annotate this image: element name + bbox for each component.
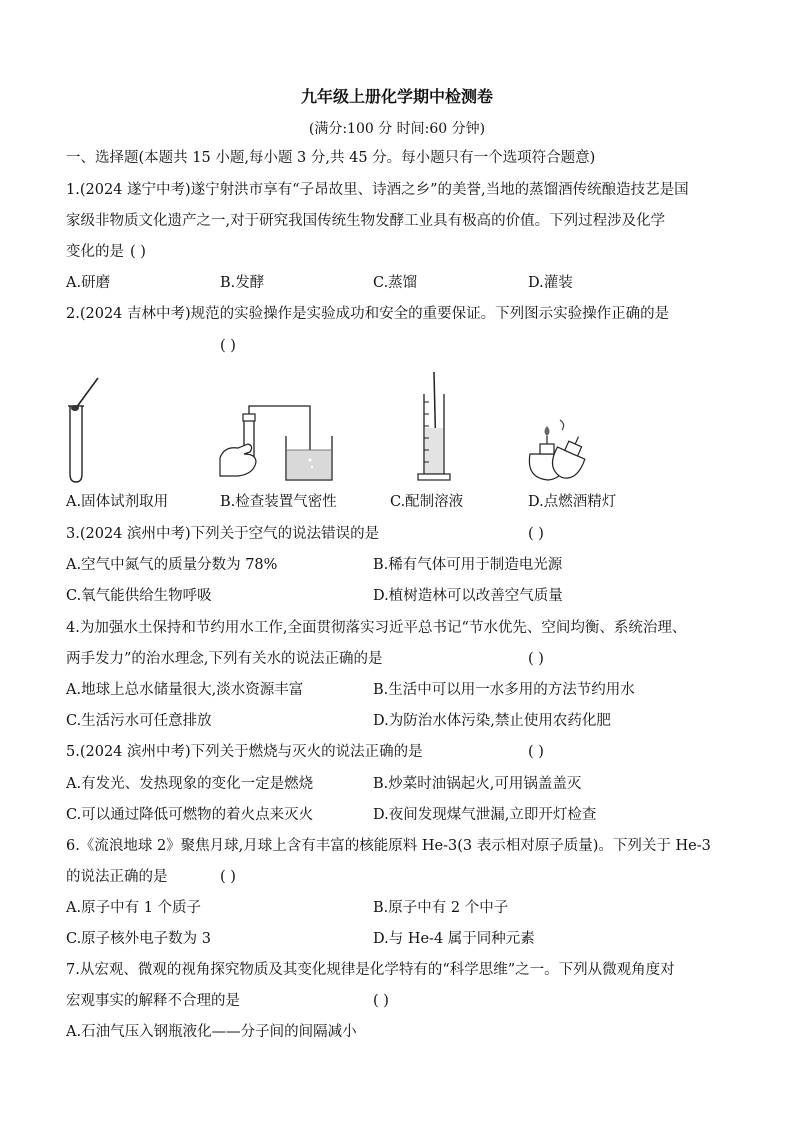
q4-text-line2: 两手发力”的治水理念,下列有关水的说法正确的是 bbox=[66, 651, 383, 667]
q5-option-c: C.可以通过降低可燃物的着火点来灭火 bbox=[66, 807, 314, 823]
q1-option-c: C.蒸馏 bbox=[373, 275, 418, 291]
q4-option-b: B.生活中可以用一水多用的方法节约用水 bbox=[373, 682, 635, 698]
q5-answer-blank: ( ) bbox=[528, 744, 544, 760]
q3-option-d: D.植树造林可以改善空气质量 bbox=[373, 588, 563, 604]
q2-text-line1: 2.(2024 吉林中考)规范的实验操作是实验成功和安全的重要保证。下列图示实验操作正确的是 bbox=[66, 306, 670, 322]
graduated-cylinder-figure bbox=[414, 370, 454, 484]
q5-option-b: B.炒菜时油锅起火,可用锅盖盖灭 bbox=[373, 776, 582, 792]
q6-option-c: C.原子核外电子数为 3 bbox=[66, 931, 212, 947]
q1-text-line2: 家级非物质文化遗产之一,对于研究我国传统生物发酵工业具有极高的价值。下列过程涉及化学 bbox=[66, 213, 666, 229]
q5-option-a: A.有发光、发热现象的变化一定是燃烧 bbox=[66, 776, 314, 792]
alcohol-lamp-figure bbox=[522, 414, 604, 484]
q3-text-line1: 3.(2024 滨州中考)下列关于空气的说法错误的是 bbox=[66, 526, 380, 542]
q6-answer-blank: ( ) bbox=[220, 869, 236, 885]
test-tube-solid-figure bbox=[60, 372, 110, 484]
q3-option-b: B.稀有气体可用于制造电光源 bbox=[373, 557, 563, 573]
q1-text-line1: 1.(2024 遂宁中考)遂宁射洪市享有“子昂故里、诗酒之乡”的美誉,当地的蒸馏酒传统酿造技艺是国 bbox=[66, 182, 689, 198]
q2-answer-blank: ( ) bbox=[220, 338, 236, 354]
q5-option-d: D.夜间发现煤气泄漏,立即开灯检查 bbox=[373, 807, 597, 823]
q6-text-line2: 的说法正确的是 bbox=[66, 869, 168, 885]
airtightness-check-figure bbox=[214, 402, 338, 484]
section-heading: 一、选择题(本题共 15 小题,每小题 3 分,共 45 分。每小题只有一个选项符合题意) bbox=[66, 150, 596, 166]
q7-text-line2: 宏观事实的解释不合理的是 bbox=[66, 993, 240, 1009]
q2-option-b: B.检查装置气密性 bbox=[220, 494, 337, 510]
q4-answer-blank: ( ) bbox=[528, 651, 544, 667]
q3-option-a: A.空气中氮气的质量分数为 78% bbox=[66, 557, 278, 573]
q4-text-line1: 4.为加强水土保持和节约用水工作,全面贯彻落实习近平总书记“节水优先、空间均衡、系统治理、 bbox=[66, 620, 687, 636]
q1-option-d: D.灌装 bbox=[528, 275, 573, 291]
q4-option-c: C.生活污水可任意排放 bbox=[66, 713, 212, 729]
q2-option-a: A.固体试剂取用 bbox=[66, 494, 169, 510]
q2-option-d: D.点燃酒精灯 bbox=[528, 494, 617, 510]
q3-answer-blank: ( ) bbox=[528, 526, 544, 542]
q6-option-b: B.原子中有 2 个中子 bbox=[373, 900, 509, 916]
q7-answer-blank: ( ) bbox=[373, 993, 389, 1009]
q3-option-c: C.氧气能供给生物呼吸 bbox=[66, 588, 212, 604]
q5-text-line1: 5.(2024 滨州中考)下列关于燃烧与灭火的说法正确的是 bbox=[66, 744, 423, 760]
q4-option-d: D.为防治水体污染,禁止使用农药化肥 bbox=[373, 713, 611, 729]
exam-info: (满分:100 分 时间:60 分钟) bbox=[308, 121, 486, 137]
q1-text-line3: 变化的是 bbox=[66, 244, 124, 260]
q1-answer-blank: ( ) bbox=[130, 244, 146, 260]
q7-text-line1: 7.从宏观、微观的视角探究物质及其变化规律是化学特有的“科学思维”之一。下列从微观角度对 bbox=[66, 962, 675, 978]
q7-option-a: A.石油气压入钢瓶液化——分子间的间隔减小 bbox=[66, 1024, 357, 1040]
q6-text-line1: 6.《流浪地球 2》聚焦月球,月球上含有丰富的核能原料 He-3(3 表示相对原子质量)。下列关于 He-3 bbox=[66, 838, 711, 854]
q2-option-c: C.配制溶液 bbox=[390, 494, 464, 510]
q1-option-b: B.发酵 bbox=[220, 275, 265, 291]
q1-option-a: A.研磨 bbox=[66, 275, 111, 291]
q6-option-a: A.原子中有 1 个质子 bbox=[66, 900, 202, 916]
page-title: 九年级上册化学期中检测卷 bbox=[300, 87, 493, 106]
q6-option-d: D.与 He-4 属于同种元素 bbox=[373, 931, 535, 947]
q4-option-a: A.地球上总水储量很大,淡水资源丰富 bbox=[66, 682, 304, 698]
